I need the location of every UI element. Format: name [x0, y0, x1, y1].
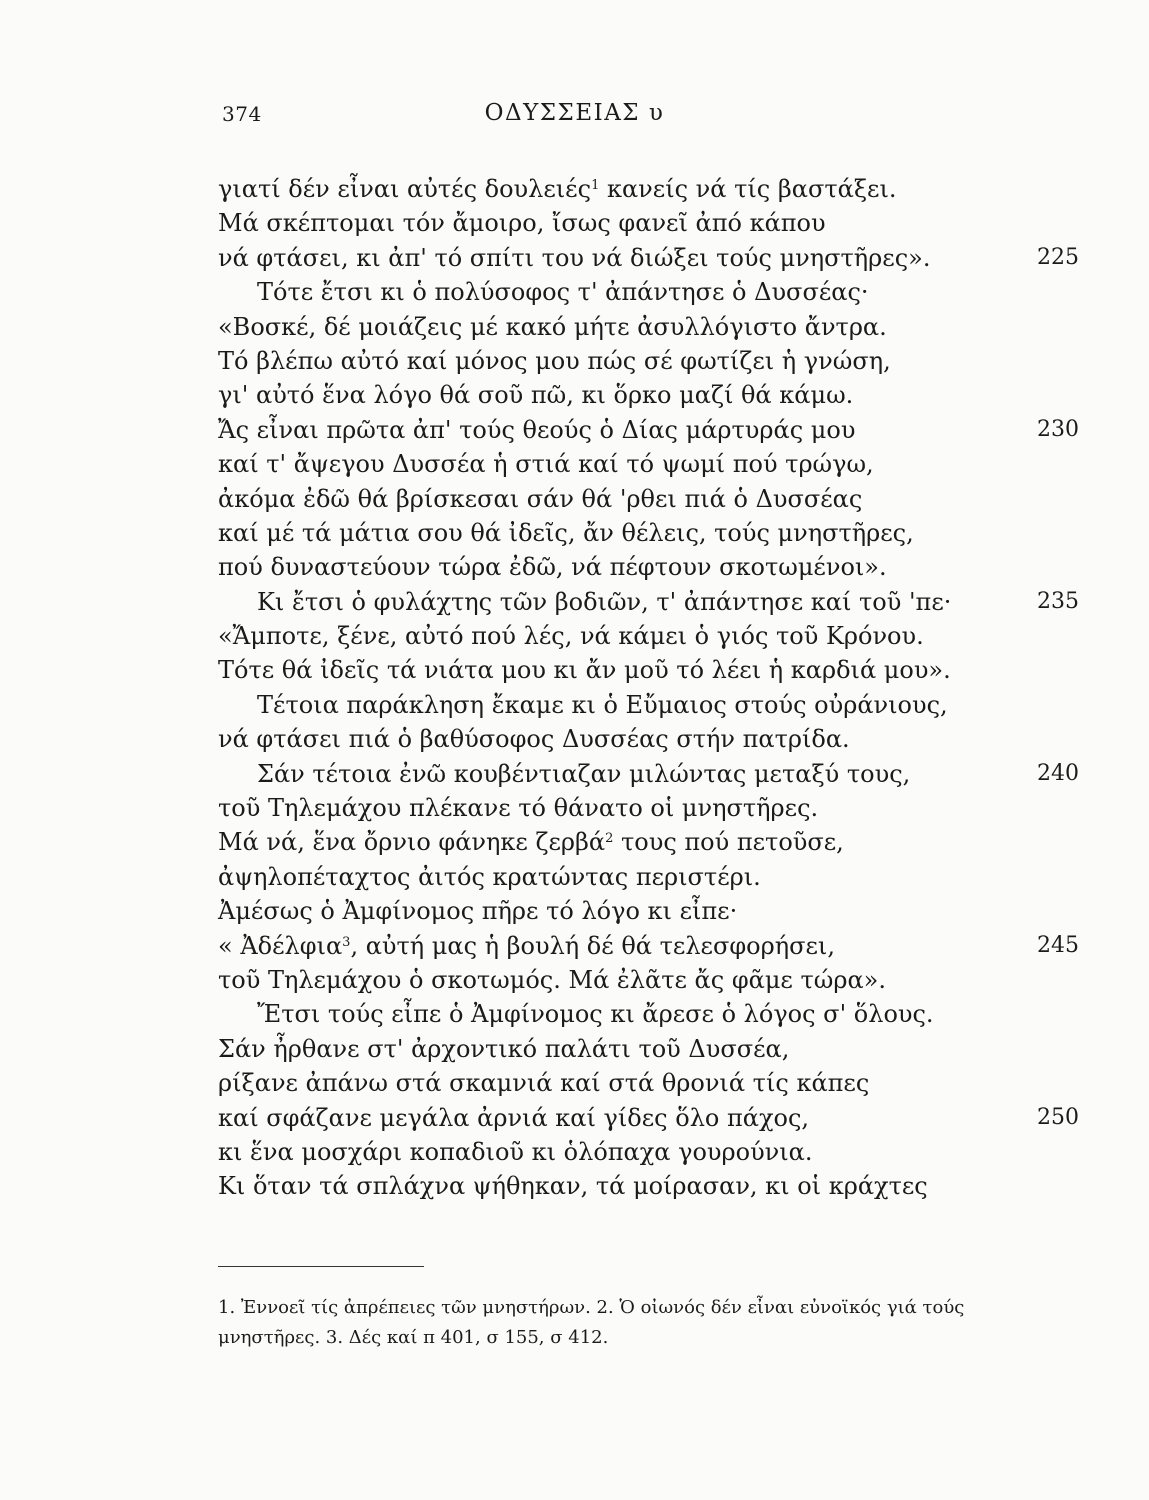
verse-text-main: γιατί δέν εἶναι αὐτές δουλειές — [218, 175, 592, 203]
verse-text-main: Ἀμέσως ὁ Ἀμφίνομος πῆρε τό λόγο κι εἶπε· — [218, 897, 738, 926]
verse-line — [0, 206, 1149, 240]
verse-line — [0, 585, 1149, 619]
verse-text — [218, 1066, 869, 1100]
verse-text-main: νά φτάσει, κι ἀπ' τό σπίτι του νά διώξει τούς μνηστῆρες». — [218, 243, 931, 272]
verse-line — [0, 791, 1149, 825]
verse-text-main: Ἔτσι τούς εἶπε ὁ Ἀμφίνομος κι ἄρεσε ὁ λόγος σ' ὅλους. — [257, 1000, 934, 1029]
verse-text-main: νά φτάσει πιά ὁ βαθύσοφος Δυσσέας στήν πατρίδα. — [218, 725, 850, 754]
verse-text-main: τοῦ Τηλεμάχου ὁ σκοτωμός. Μά ἐλᾶτε ἄς φᾶμε τώρα». — [218, 965, 886, 994]
verse-text-main: τοῦ Τηλεμάχου πλέκανε τό θάνατο οἱ μνηστῆρες. — [218, 794, 819, 823]
verse-line — [0, 963, 1149, 997]
verse-text-main: Τό βλέπω αὐτό καί μόνος μου πώς σέ φωτίζει ἡ γνώση, — [218, 346, 891, 375]
verse-text-main: Μά σκέπτομαι τόν ἄμοιρο, ἴσως φανεῖ ἀπό κάπου — [218, 209, 826, 238]
verse-line — [0, 447, 1149, 481]
verse-text-main: «Ἄμποτε, ξένε, αὐτό πού λές, νά κάμει ὁ γιός τοῦ Κρόνου. — [218, 622, 924, 651]
footnote-marker: 2 — [605, 831, 614, 847]
footnote-line: μνηστῆρες. 3. Δές καί π 401, σ 155, σ 412. — [218, 1327, 609, 1348]
verse-line — [0, 378, 1149, 412]
verse-text — [218, 172, 897, 206]
verse-line — [0, 997, 1149, 1031]
verse-line — [0, 241, 1149, 275]
verse-line — [0, 1135, 1149, 1169]
verse-text — [218, 310, 887, 344]
verse-text — [218, 929, 835, 963]
line-number: 245 — [1037, 932, 1079, 958]
verse-text-tail: τους πού πετοῦσε, — [613, 828, 844, 857]
verse-text-main: Τότε ἔτσι κι ὁ πολύσοφος τ' ἀπάντησε ὁ Δυσσέας· — [257, 278, 869, 307]
verse-text-main: Ἄς εἶναι πρῶτα ἀπ' τούς θεούς ὁ Δίας μάρτυράς μου — [218, 415, 856, 444]
verse-line — [0, 1032, 1149, 1066]
verse-text — [218, 722, 850, 756]
verse-line — [0, 1066, 1149, 1100]
verse-line — [0, 1169, 1149, 1203]
verse-text — [218, 378, 853, 412]
verse-line — [0, 344, 1149, 378]
verse-text-main: πού δυναστεύουν τώρα ἐδῶ, νά πέφτουν σκοτωμένοι». — [218, 553, 887, 582]
verse-text-main: καί τ' ἄψεγου Δυσσέα ἡ στιά καί τό ψωμί πού τρώγω, — [218, 450, 874, 479]
verse-line — [0, 619, 1149, 653]
verse-text — [218, 413, 855, 447]
verse-text-main: γι' αὐτό ἕνα λόγο θά σοῦ πῶ, κι ὅρκο μαζί θά κάμω. — [218, 381, 854, 410]
verse-text-main: Κι ὅταν τά σπλάχνα ψήθηκαν, τά μοίρασαν, κι οἱ κράχτες — [218, 1172, 928, 1201]
verse-line — [0, 722, 1149, 756]
verse-line — [0, 172, 1149, 206]
verse-text — [218, 860, 761, 894]
verse-line — [0, 894, 1149, 928]
verse-line — [0, 550, 1149, 584]
running-title: ΟΔΥΣΣΕΙΑΣ υ — [484, 100, 665, 126]
page-header — [0, 100, 1149, 136]
footnote-line: 1. Ἐννοεῖ τίς ἀπρέπειες τῶν μνηστήρων. 2. Ὁ οἰωνός δέν εἶναι εὐνοϊκός γιά τούς — [218, 1297, 965, 1318]
verse-line — [0, 757, 1149, 791]
verse-text-main: Κι ἔτσι ὁ φυλάχτης τῶν βοδιῶν, τ' ἀπάντησε καί τοῦ 'πε· — [257, 587, 952, 616]
verse-text — [218, 791, 818, 825]
verse-text-main: κι ἕνα μοσχάρι κοπαδιοῦ κι ὁλόπαχα γουρούνια. — [218, 1137, 813, 1166]
verse-text-main: καί μέ τά μάτια σου θά ἰδεῖς, ἄν θέλεις, τούς μνηστῆρες, — [218, 518, 914, 547]
verse-line — [0, 413, 1149, 447]
line-number: 225 — [1037, 244, 1079, 270]
verse-line — [0, 482, 1149, 516]
verse-text — [218, 206, 826, 240]
verse-text — [218, 963, 886, 997]
footnotes — [218, 1293, 1084, 1353]
verse-text — [218, 550, 887, 584]
verse-line — [0, 929, 1149, 963]
verse-text-main: Μά νά, ἕνα ὄρνιο φάνηκε ζερβά — [218, 828, 606, 857]
verse-text — [257, 275, 869, 309]
verse-text — [218, 1101, 809, 1135]
verse-text — [257, 757, 910, 791]
verse-text — [218, 619, 924, 653]
verse-line — [0, 1101, 1149, 1135]
verse-text — [257, 997, 934, 1031]
verse-text — [218, 894, 737, 928]
line-number: 240 — [1037, 760, 1079, 786]
verse-text — [218, 825, 844, 859]
verse-text — [218, 1032, 789, 1066]
verse-line — [0, 516, 1149, 550]
verse-text — [257, 585, 951, 619]
line-number: 250 — [1037, 1104, 1079, 1130]
verse-text — [218, 482, 862, 516]
verse-text — [218, 447, 874, 481]
footnote-marker: 3 — [342, 934, 351, 950]
verse-text — [218, 1169, 928, 1203]
verse-text-main: « Ἀδέλφια — [218, 931, 343, 960]
verse-text-tail: κανείς νά τίς βαστάξει. — [599, 175, 897, 203]
verse-text-main: καί σφάζανε μεγάλα ἀρνιά καί γίδες ὅλο πάχος, — [218, 1103, 810, 1132]
footnote-marker: 1 — [591, 178, 600, 193]
verse-line — [0, 275, 1149, 309]
verse-text — [257, 688, 948, 722]
verse-text-main: Τότε θά ἰδεῖς τά νιάτα μου κι ἄν μοῦ τό λέει ἡ καρδιά μου». — [218, 656, 951, 685]
verse-line — [0, 310, 1149, 344]
verse-text — [218, 344, 891, 378]
line-number: 230 — [1037, 416, 1079, 442]
page-number: 374 — [222, 102, 262, 126]
verse-text-main: ἀκόμα ἐδῶ θά βρίσκεσαι σάν θά 'ρθει πιά ὁ Δυσσέας — [218, 484, 863, 513]
verse-text — [218, 241, 930, 275]
verse-text-main: Σάν τέτοια ἐνῶ κουβέντιαζαν μιλώντας μεταξύ τους, — [257, 759, 911, 788]
verse-line — [0, 688, 1149, 722]
verse-text-tail: , αὐτή μας ἡ βουλή δέ θά τελεσφορήσει, — [350, 931, 835, 960]
line-number: 235 — [1037, 588, 1079, 614]
verse-text — [218, 1135, 813, 1169]
verse-text-main: «Βοσκέ, δέ μοιάζεις μέ κακό μήτε ἀσυλλόγιστο ἄντρα. — [218, 312, 887, 341]
verse-text-main: Σάν ἦρθανε στ' ἀρχοντικό παλάτι τοῦ Δυσσέα, — [218, 1034, 790, 1063]
verse-text-main: ἀψηλοπέταχτος ἀιτός κρατώντας περιστέρι. — [218, 862, 761, 891]
footnote-divider — [218, 1266, 424, 1267]
verse-line — [0, 653, 1149, 687]
verse-line — [0, 825, 1149, 859]
verse-block — [0, 172, 1149, 1204]
verse-text-main: ρίξανε ἀπάνω στά σκαμνιά καί στά θρονιά τίς κάπες — [218, 1069, 870, 1098]
verse-text-main: Τέτοια παράκληση ἔκαμε κι ὁ Εὔμαιος στούς οὐράνιους, — [257, 690, 948, 719]
verse-text — [218, 516, 914, 550]
verse-text — [218, 653, 951, 687]
verse-line — [0, 860, 1149, 894]
